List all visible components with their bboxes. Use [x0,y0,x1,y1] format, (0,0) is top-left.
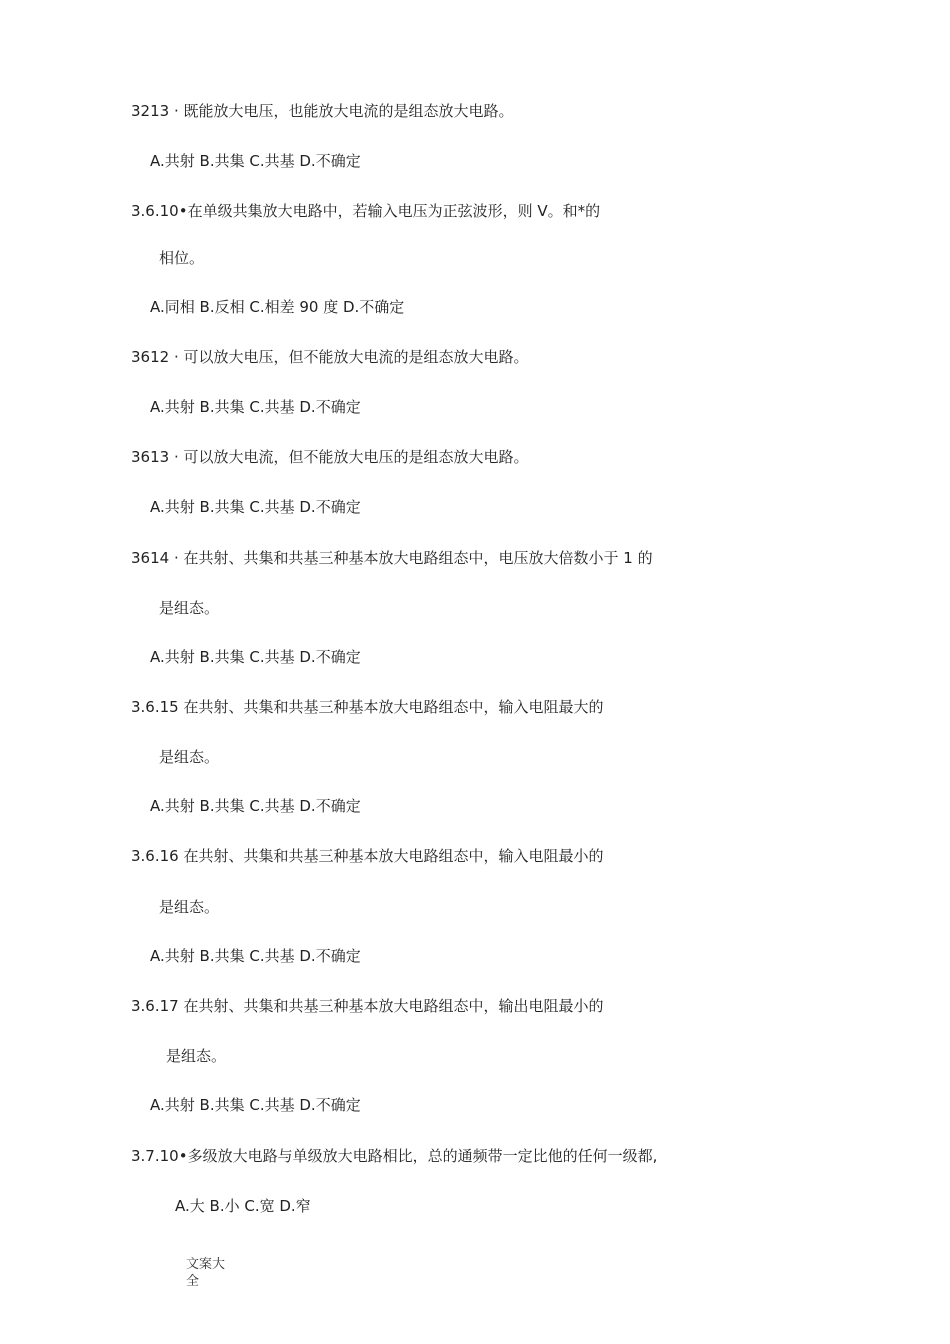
question-3612-options: A.共射 B.共集 C.共基 D.不确定 [150,398,361,416]
question-number: 3213 [131,102,170,120]
question-text: 多级放大电路与单级放大电路相比，总的通频带一定比他的任何一级都, [187,1147,658,1165]
question-text: 在共射、共集和共基三种基本放大电路组态中，输出电阻最小的 [183,997,604,1015]
question-3213: 3213 · 既能放大电压，也能放大电流的是组态放大电路。 [131,102,514,120]
question-3.6.16 [131,846,604,866]
question-text: 在共射、共集和共基三种基本放大电路组态中，输入电阻最大的 [183,698,604,716]
question-3.6.15-options: A.共射 B.共集 C.共基 D.不确定 [150,797,361,815]
question-3614-options: A.共射 B.共集 C.共基 D.不确定 [150,648,361,666]
question-text: 在共射、共集和共基三种基本放大电路组态中，电压放大倍数小于 1 的 [183,549,653,567]
question-number: 3614 [131,549,170,567]
question-3614: 3614 · 在共射、共集和共基三种基本放大电路组态中，电压放大倍数小于 1 的 [131,549,653,567]
question-number: 3613 [131,448,170,466]
question-3.6.16-continuation: 是组态。 [159,898,220,916]
question-3613: 3613 · 可以放大电流，但不能放大电压的是组态放大电路。 [131,448,529,466]
question-text: 既能放大电压，也能放大电流的是组态放大电路。 [183,102,514,120]
question-3.6.16-options: A.共射 B.共集 C.共基 D.不确定 [150,947,361,965]
question-3.6.10: 3.6.10•在单级共集放大电路中，若输入电压为正弦波形，则 V。和*的 [131,202,601,220]
footer-text: 文案大全 [186,1257,226,1289]
question-number: 3.7.10 [131,1147,179,1165]
question-number: 3.6.10 [131,202,179,220]
question-number: 3612 [131,348,170,366]
question-3.7.10: 3.7.10•多级放大电路与单级放大电路相比，总的通频带一定比他的任何一级都, [131,1147,658,1165]
question-3613-options: A.共射 B.共集 C.共基 D.不确定 [150,498,361,516]
question-text: 在共射、共集和共基三种基本放大电路组态中，输入电阻最小的 [183,847,604,865]
question-text: 在单级共集放大电路中，若输入电压为正弦波形，则 V。和*的 [187,202,601,220]
question-number: 3.6.15 [131,698,179,716]
question-3.6.17-options: A.共射 B.共集 C.共基 D.不确定 [150,1096,361,1114]
question-3.6.10-options: A.同相 B.反相 C.相差 90 度 D.不确定 [150,298,405,316]
question-text: 可以放大电压，但不能放大电流的是组态放大电路。 [183,348,529,366]
question-3.7.10-options: A.大 B.小 C.宽 D.窄 [175,1197,311,1215]
question-3612: 3612 · 可以放大电压，但不能放大电流的是组态放大电路。 [131,348,529,366]
question-3.6.10-continuation: 相位。 [159,249,205,267]
question-3.6.17-continuation: 是组态。 [166,1047,227,1065]
question-number: 3.6.17 [131,997,179,1015]
question-text: 可以放大电流，但不能放大电压的是组态放大电路。 [183,448,529,466]
question-number: 3.6.16 [131,847,179,865]
question-3.6.15-continuation: 是组态。 [159,748,220,766]
question-3.6.15 [131,697,604,717]
question-3614-continuation: 是组态。 [159,599,220,617]
question-3.6.17 [131,996,604,1016]
question-3213-options: A.共射 B.共集 C.共基 D.不确定 [150,152,361,170]
